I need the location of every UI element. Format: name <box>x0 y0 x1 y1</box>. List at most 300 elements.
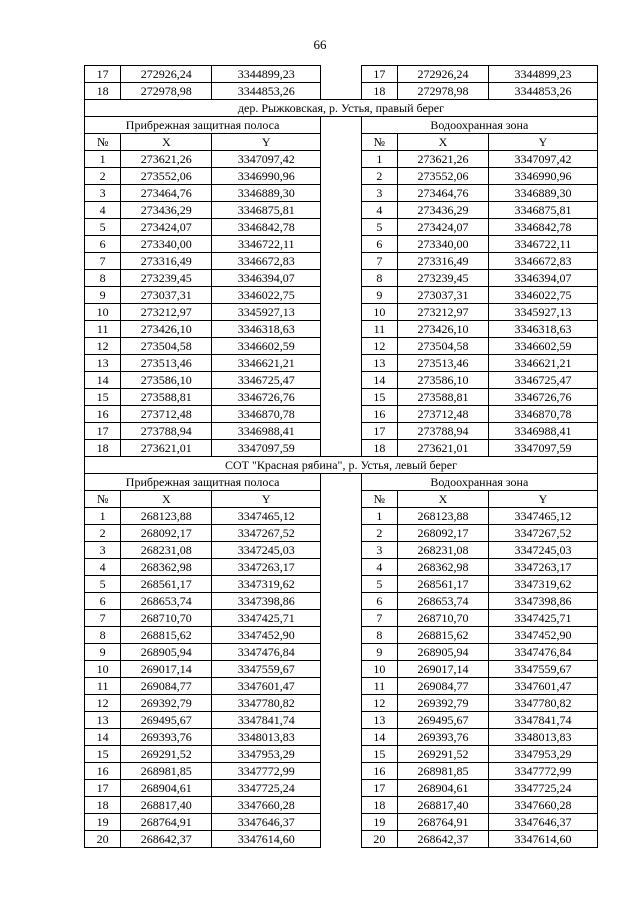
table-row <box>85 542 598 559</box>
x-coordinate-left: 268362,98 <box>121 559 212 576</box>
y-coordinate-left: 3346870,78 <box>212 406 321 423</box>
table-row <box>85 219 598 236</box>
point-number-left: 8 <box>85 270 121 287</box>
table-row <box>85 797 598 814</box>
x-coordinate-right: 269017,14 <box>398 661 489 678</box>
column-gap <box>321 746 361 763</box>
column-gap <box>321 763 361 780</box>
x-coordinate-left: 268231,08 <box>121 542 212 559</box>
column-gap <box>321 185 361 202</box>
table-row <box>85 372 598 389</box>
y-coordinate-left: 3346842,78 <box>212 219 321 236</box>
x-coordinate-right: 273340,00 <box>398 236 489 253</box>
point-number-right: 9 <box>361 287 397 304</box>
table-row <box>85 627 598 644</box>
page-number: 66 <box>313 37 327 52</box>
point-number-left: 10 <box>85 661 121 678</box>
point-number-right: 6 <box>361 236 397 253</box>
column-gap <box>321 321 361 338</box>
y-coordinate-right: 3344899,23 <box>488 66 597 83</box>
table-row <box>85 406 598 423</box>
x-coordinate-left: 268123,88 <box>121 508 212 525</box>
x-coordinate-left: 273621,26 <box>121 151 212 168</box>
zone-label-row <box>85 117 598 134</box>
table-row <box>85 508 598 525</box>
table-row <box>85 525 598 542</box>
column-gap <box>321 729 361 746</box>
column-gap <box>321 287 361 304</box>
x-coordinate-left: 268642,37 <box>121 831 212 848</box>
point-number-left: 11 <box>85 321 121 338</box>
y-coordinate-left: 3346726,76 <box>212 389 321 406</box>
table-row <box>85 644 598 661</box>
column-gap <box>321 508 361 525</box>
x-coordinate-left: 273621,01 <box>121 440 212 457</box>
column-header-number-left: № <box>85 134 121 151</box>
point-number-right: 5 <box>361 219 397 236</box>
point-number-right: 20 <box>361 831 397 848</box>
y-coordinate-left: 3347841,74 <box>212 712 321 729</box>
y-coordinate-left: 3346875,81 <box>212 202 321 219</box>
x-coordinate-left: 273436,29 <box>121 202 212 219</box>
x-coordinate-left: 273513,46 <box>121 355 212 372</box>
point-number-left: 12 <box>85 338 121 355</box>
y-coordinate-left: 3347245,03 <box>212 542 321 559</box>
table-row <box>85 236 598 253</box>
table-row <box>85 746 598 763</box>
point-number-left: 20 <box>85 831 121 848</box>
column-gap <box>321 797 361 814</box>
y-coordinate-right: 3347780,82 <box>488 695 597 712</box>
y-coordinate-left: 3347646,37 <box>212 814 321 831</box>
point-number-right: 2 <box>361 525 397 542</box>
section-title-row <box>85 457 598 474</box>
x-coordinate-right: 268561,17 <box>398 576 489 593</box>
y-coordinate-left: 3346725,47 <box>212 372 321 389</box>
table-row <box>85 814 598 831</box>
point-number-right: 1 <box>361 151 397 168</box>
column-header-y-right: Y <box>488 491 597 508</box>
x-coordinate-right: 272926,24 <box>398 66 489 83</box>
table-row <box>85 593 598 610</box>
y-coordinate-right: 3347646,37 <box>488 814 597 831</box>
zone-label-row <box>85 474 598 491</box>
x-coordinate-left: 268561,17 <box>121 576 212 593</box>
column-gap <box>321 491 361 508</box>
y-coordinate-left: 3348013,83 <box>212 729 321 746</box>
x-coordinate-right: 273037,31 <box>398 287 489 304</box>
y-coordinate-right: 3347245,03 <box>488 542 597 559</box>
x-coordinate-right: 268123,88 <box>398 508 489 525</box>
point-number-left: 9 <box>85 644 121 661</box>
y-coordinate-left: 3347398,86 <box>212 593 321 610</box>
column-header-x-right: X <box>398 134 489 151</box>
x-coordinate-right: 272978,98 <box>398 83 489 100</box>
y-coordinate-right: 3347425,71 <box>488 610 597 627</box>
point-number-left: 17 <box>85 780 121 797</box>
table-row <box>85 304 598 321</box>
y-coordinate-left: 3347725,24 <box>212 780 321 797</box>
point-number-right: 13 <box>361 712 397 729</box>
table-row <box>85 270 598 287</box>
y-coordinate-left: 3347953,29 <box>212 746 321 763</box>
x-coordinate-right: 269392,79 <box>398 695 489 712</box>
column-header-y-left: Y <box>212 491 321 508</box>
y-coordinate-left: 3346318,63 <box>212 321 321 338</box>
water-protection-zone-label: Водоохранная зона <box>361 117 597 134</box>
column-gap <box>321 678 361 695</box>
column-gap <box>321 406 361 423</box>
x-coordinate-right: 269495,67 <box>398 712 489 729</box>
x-coordinate-right: 268653,74 <box>398 593 489 610</box>
point-number-right: 11 <box>361 321 397 338</box>
column-gap <box>321 814 361 831</box>
x-coordinate-left: 269495,67 <box>121 712 212 729</box>
y-coordinate-right: 3346870,78 <box>488 406 597 423</box>
x-coordinate-right: 273513,46 <box>398 355 489 372</box>
point-number-right: 17 <box>361 423 397 440</box>
table-row <box>85 168 598 185</box>
y-coordinate-left: 3347097,42 <box>212 151 321 168</box>
x-coordinate-left: 272926,24 <box>121 66 212 83</box>
column-gap <box>321 83 361 100</box>
y-coordinate-left: 3346602,59 <box>212 338 321 355</box>
x-coordinate-left: 273586,10 <box>121 372 212 389</box>
x-coordinate-right: 273588,81 <box>398 389 489 406</box>
y-coordinate-right: 3347267,52 <box>488 525 597 542</box>
y-coordinate-right: 3346672,83 <box>488 253 597 270</box>
point-number-right: 8 <box>361 627 397 644</box>
point-number-left: 13 <box>85 355 121 372</box>
x-coordinate-right: 269393,76 <box>398 729 489 746</box>
section-title: СОТ "Красная рябина", р. Устья, левый берег <box>85 457 598 474</box>
x-coordinate-left: 273504,58 <box>121 338 212 355</box>
column-gap <box>321 202 361 219</box>
point-number-right: 10 <box>361 661 397 678</box>
column-gap <box>321 355 361 372</box>
y-coordinate-right: 3344853,26 <box>488 83 597 100</box>
point-number-left: 5 <box>85 576 121 593</box>
coordinates-document <box>84 65 598 848</box>
section-title: дер. Рыжковская, р. Устья, правый берег <box>85 100 598 117</box>
point-number-right: 7 <box>361 610 397 627</box>
column-gap <box>321 423 361 440</box>
x-coordinate-left: 268815,62 <box>121 627 212 644</box>
point-number-left: 14 <box>85 729 121 746</box>
x-coordinate-left: 268710,70 <box>121 610 212 627</box>
point-number-right: 18 <box>361 83 397 100</box>
y-coordinate-right: 3346602,59 <box>488 338 597 355</box>
x-coordinate-right: 273424,07 <box>398 219 489 236</box>
point-number-left: 13 <box>85 712 121 729</box>
point-number-right: 17 <box>361 780 397 797</box>
y-coordinate-right: 3347953,29 <box>488 746 597 763</box>
x-coordinate-right: 268362,98 <box>398 559 489 576</box>
point-number-left: 3 <box>85 542 121 559</box>
y-coordinate-left: 3346889,30 <box>212 185 321 202</box>
column-gap <box>321 661 361 678</box>
y-coordinate-right: 3346889,30 <box>488 185 597 202</box>
y-coordinate-right: 3347601,47 <box>488 678 597 695</box>
x-coordinate-left: 273239,45 <box>121 270 212 287</box>
table-row <box>85 338 598 355</box>
table-row <box>85 83 598 100</box>
column-gap <box>321 134 361 151</box>
x-coordinate-right: 269291,52 <box>398 746 489 763</box>
x-coordinate-right: 268642,37 <box>398 831 489 848</box>
point-number-left: 15 <box>85 389 121 406</box>
x-coordinate-left: 269017,14 <box>121 661 212 678</box>
column-gap <box>321 831 361 848</box>
y-coordinate-left: 3346990,96 <box>212 168 321 185</box>
table-row <box>85 66 598 83</box>
column-gap <box>321 117 361 134</box>
x-coordinate-right: 273586,10 <box>398 372 489 389</box>
y-coordinate-left: 3346672,83 <box>212 253 321 270</box>
protective-strip-label: Прибрежная защитная полоса <box>85 117 321 134</box>
x-coordinate-left: 273712,48 <box>121 406 212 423</box>
y-coordinate-right: 3345927,13 <box>488 304 597 321</box>
point-number-left: 12 <box>85 695 121 712</box>
table-row <box>85 729 598 746</box>
x-coordinate-left: 273588,81 <box>121 389 212 406</box>
y-coordinate-right: 3346725,47 <box>488 372 597 389</box>
point-number-left: 18 <box>85 797 121 814</box>
point-number-right: 1 <box>361 508 397 525</box>
y-coordinate-left: 3347319,62 <box>212 576 321 593</box>
x-coordinate-right: 273239,45 <box>398 270 489 287</box>
y-coordinate-left: 3346621,21 <box>212 355 321 372</box>
point-number-right: 14 <box>361 372 397 389</box>
x-coordinate-left: 273037,31 <box>121 287 212 304</box>
y-coordinate-left: 3347425,71 <box>212 610 321 627</box>
point-number-right: 3 <box>361 542 397 559</box>
y-coordinate-left: 3347263,17 <box>212 559 321 576</box>
column-gap <box>321 644 361 661</box>
point-number-left: 10 <box>85 304 121 321</box>
x-coordinate-left: 268981,85 <box>121 763 212 780</box>
y-coordinate-right: 3346842,78 <box>488 219 597 236</box>
point-number-right: 8 <box>361 270 397 287</box>
table-row <box>85 712 598 729</box>
column-header-number-right: № <box>361 491 397 508</box>
y-coordinate-right: 3346318,63 <box>488 321 597 338</box>
table-row <box>85 440 598 457</box>
x-coordinate-right: 268905,94 <box>398 644 489 661</box>
table-row <box>85 610 598 627</box>
column-header-x-left: X <box>121 134 212 151</box>
column-gap <box>321 780 361 797</box>
y-coordinate-right: 3347097,59 <box>488 440 597 457</box>
x-coordinate-left: 273464,76 <box>121 185 212 202</box>
point-number-right: 17 <box>361 66 397 83</box>
y-coordinate-left: 3347465,12 <box>212 508 321 525</box>
x-coordinate-left: 273552,06 <box>121 168 212 185</box>
table-row <box>85 185 598 202</box>
point-number-right: 16 <box>361 763 397 780</box>
column-gap <box>321 253 361 270</box>
point-number-left: 16 <box>85 763 121 780</box>
y-coordinate-right: 3346394,07 <box>488 270 597 287</box>
x-coordinate-right: 273621,01 <box>398 440 489 457</box>
y-coordinate-right: 3347398,86 <box>488 593 597 610</box>
point-number-right: 15 <box>361 389 397 406</box>
y-coordinate-right: 3348013,83 <box>488 729 597 746</box>
column-gap <box>321 372 361 389</box>
x-coordinate-right: 268815,62 <box>398 627 489 644</box>
column-gap <box>321 236 361 253</box>
column-header-y-left: Y <box>212 134 321 151</box>
y-coordinate-left: 3347780,82 <box>212 695 321 712</box>
y-coordinate-left: 3347097,59 <box>212 440 321 457</box>
x-coordinate-right: 268710,70 <box>398 610 489 627</box>
y-coordinate-left: 3346722,11 <box>212 236 321 253</box>
point-number-right: 3 <box>361 185 397 202</box>
x-coordinate-right: 273788,94 <box>398 423 489 440</box>
point-number-left: 14 <box>85 372 121 389</box>
y-coordinate-right: 3346726,76 <box>488 389 597 406</box>
point-number-left: 2 <box>85 168 121 185</box>
point-number-left: 1 <box>85 508 121 525</box>
column-gap <box>321 151 361 168</box>
point-number-left: 11 <box>85 678 121 695</box>
y-coordinate-left: 3346022,75 <box>212 287 321 304</box>
point-number-right: 18 <box>361 440 397 457</box>
point-number-left: 19 <box>85 814 121 831</box>
table-row <box>85 253 598 270</box>
y-coordinate-right: 3347465,12 <box>488 508 597 525</box>
y-coordinate-right: 3346988,41 <box>488 423 597 440</box>
coordinates-table <box>84 65 598 848</box>
point-number-left: 3 <box>85 185 121 202</box>
point-number-right: 12 <box>361 695 397 712</box>
point-number-right: 16 <box>361 406 397 423</box>
x-coordinate-right: 268817,40 <box>398 797 489 814</box>
y-coordinate-left: 3347601,47 <box>212 678 321 695</box>
y-coordinate-right: 3347476,84 <box>488 644 597 661</box>
section-title-row <box>85 100 598 117</box>
y-coordinate-right: 3347263,17 <box>488 559 597 576</box>
x-coordinate-left: 268653,74 <box>121 593 212 610</box>
x-coordinate-left: 272978,98 <box>121 83 212 100</box>
y-coordinate-right: 3347319,62 <box>488 576 597 593</box>
x-coordinate-left: 273424,07 <box>121 219 212 236</box>
x-coordinate-right: 273212,97 <box>398 304 489 321</box>
point-number-left: 8 <box>85 627 121 644</box>
y-coordinate-right: 3347772,99 <box>488 763 597 780</box>
y-coordinate-left: 3347660,28 <box>212 797 321 814</box>
column-gap <box>321 338 361 355</box>
point-number-left: 9 <box>85 287 121 304</box>
column-gap <box>321 389 361 406</box>
x-coordinate-right: 273316,49 <box>398 253 489 270</box>
x-coordinate-right: 273504,58 <box>398 338 489 355</box>
y-coordinate-left: 3346394,07 <box>212 270 321 287</box>
column-gap <box>321 593 361 610</box>
table-row <box>85 763 598 780</box>
point-number-left: 7 <box>85 253 121 270</box>
y-coordinate-left: 3347452,90 <box>212 627 321 644</box>
x-coordinate-right: 273426,10 <box>398 321 489 338</box>
x-coordinate-left: 273212,97 <box>121 304 212 321</box>
y-coordinate-right: 3347097,42 <box>488 151 597 168</box>
y-coordinate-right: 3346875,81 <box>488 202 597 219</box>
y-coordinate-right: 3347452,90 <box>488 627 597 644</box>
point-number-right: 5 <box>361 576 397 593</box>
point-number-left: 18 <box>85 83 121 100</box>
point-number-right: 2 <box>361 168 397 185</box>
column-header-number-left: № <box>85 491 121 508</box>
x-coordinate-right: 273464,76 <box>398 185 489 202</box>
protective-strip-label: Прибрежная защитная полоса <box>85 474 321 491</box>
table-row <box>85 423 598 440</box>
column-header-number-right: № <box>361 134 397 151</box>
point-number-left: 4 <box>85 202 121 219</box>
y-coordinate-left: 3344853,26 <box>212 83 321 100</box>
x-coordinate-right: 268764,91 <box>398 814 489 831</box>
x-coordinate-left: 273340,00 <box>121 236 212 253</box>
y-coordinate-left: 3347476,84 <box>212 644 321 661</box>
x-coordinate-right: 269084,77 <box>398 678 489 695</box>
x-coordinate-right: 273552,06 <box>398 168 489 185</box>
column-header-x-left: X <box>121 491 212 508</box>
column-gap <box>321 712 361 729</box>
point-number-right: 19 <box>361 814 397 831</box>
point-number-left: 18 <box>85 440 121 457</box>
x-coordinate-right: 268092,17 <box>398 525 489 542</box>
table-row <box>85 559 598 576</box>
table-row <box>85 695 598 712</box>
column-gap <box>321 610 361 627</box>
x-coordinate-left: 269392,79 <box>121 695 212 712</box>
column-header-x-right: X <box>398 491 489 508</box>
x-coordinate-left: 268905,94 <box>121 644 212 661</box>
x-coordinate-right: 268231,08 <box>398 542 489 559</box>
point-number-left: 2 <box>85 525 121 542</box>
y-coordinate-right: 3346022,75 <box>488 287 597 304</box>
x-coordinate-left: 269393,76 <box>121 729 212 746</box>
y-coordinate-right: 3347841,74 <box>488 712 597 729</box>
point-number-right: 4 <box>361 559 397 576</box>
x-coordinate-left: 268817,40 <box>121 797 212 814</box>
table-row <box>85 576 598 593</box>
column-gap <box>321 474 361 491</box>
point-number-left: 4 <box>85 559 121 576</box>
point-number-right: 4 <box>361 202 397 219</box>
point-number-left: 1 <box>85 151 121 168</box>
y-coordinate-right: 3347660,28 <box>488 797 597 814</box>
point-number-left: 17 <box>85 423 121 440</box>
point-number-right: 15 <box>361 746 397 763</box>
x-coordinate-left: 269084,77 <box>121 678 212 695</box>
x-coordinate-right: 273712,48 <box>398 406 489 423</box>
y-coordinate-right: 3346722,11 <box>488 236 597 253</box>
column-header-row <box>85 134 598 151</box>
x-coordinate-left: 268092,17 <box>121 525 212 542</box>
table-row <box>85 287 598 304</box>
x-coordinate-left: 273426,10 <box>121 321 212 338</box>
x-coordinate-left: 273316,49 <box>121 253 212 270</box>
y-coordinate-right: 3347614,60 <box>488 831 597 848</box>
point-number-right: 9 <box>361 644 397 661</box>
point-number-left: 17 <box>85 66 121 83</box>
table-row <box>85 151 598 168</box>
column-gap <box>321 627 361 644</box>
x-coordinate-right: 268981,85 <box>398 763 489 780</box>
point-number-right: 6 <box>361 593 397 610</box>
column-header-y-right: Y <box>488 134 597 151</box>
point-number-right: 7 <box>361 253 397 270</box>
